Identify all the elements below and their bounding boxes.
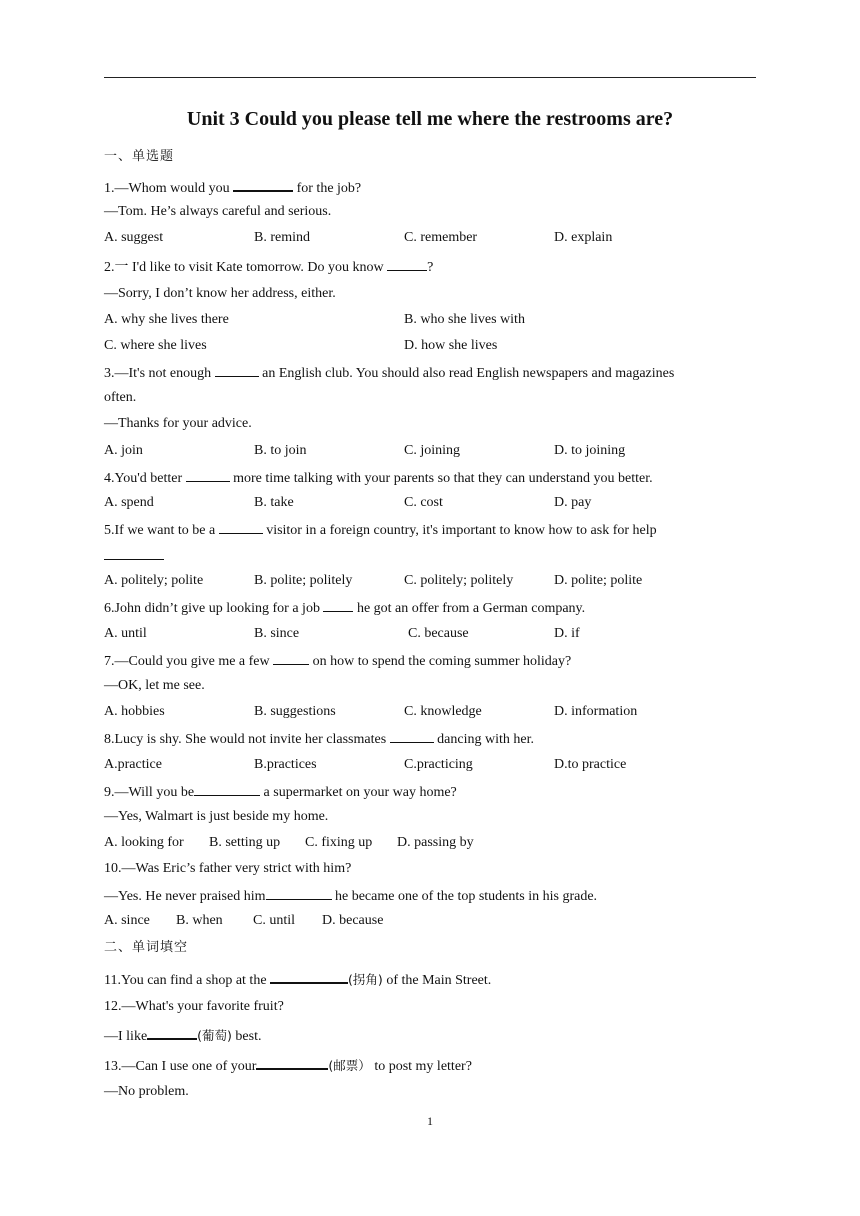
answer-blank — [147, 1025, 197, 1040]
section-heading-single-choice: 一、单选题 — [104, 149, 175, 164]
option-c: C. because — [408, 626, 469, 641]
option-a: A.practice — [104, 757, 162, 772]
option-c: C. knowledge — [404, 704, 482, 719]
question-text: more time talking with your parents so that they can understand you better. — [233, 471, 653, 486]
option-b: B. polite; politely — [254, 573, 353, 588]
option-b: B. remind — [254, 230, 310, 245]
question-text: 8.Lucy is shy. She would not invite her classmates — [104, 732, 387, 747]
question-5-second-blank — [104, 546, 164, 566]
question-text: a supermarket on your way home? — [263, 785, 457, 800]
option-a: A. join — [104, 443, 143, 458]
question-11 — [104, 969, 491, 990]
option-a: A. suggest — [104, 230, 164, 245]
question-text: ? — [427, 260, 434, 275]
option-a: A. politely; polite — [104, 573, 204, 588]
question-3 — [104, 363, 674, 383]
question-12-reply — [104, 1025, 261, 1046]
option-a: A. looking for — [104, 835, 184, 850]
question-text: to post my letter? — [374, 1059, 472, 1074]
question-5 — [104, 520, 657, 540]
question-1 — [104, 177, 361, 198]
option-d: D. explain — [554, 230, 613, 245]
question-text: 7.—Could you give me a few — [104, 654, 270, 669]
option-b: B. setting up — [209, 835, 281, 850]
question-text: 11.You can find a shop at the — [104, 973, 267, 988]
question-text: for the job? — [296, 181, 362, 196]
option-d: D. because — [322, 913, 384, 928]
option-b: B. to join — [254, 443, 307, 458]
question-text: 1.—Whom would you — [104, 181, 230, 196]
option-d: D. how she lives — [404, 338, 498, 353]
option-b: B. when — [176, 913, 223, 928]
option-c: C.practicing — [404, 757, 473, 772]
question-7-reply: —OK, let me see. — [104, 678, 205, 693]
option-b: B. since — [254, 626, 300, 641]
question-text: —Yes. He never praised him — [104, 889, 266, 904]
option-a: A. spend — [104, 495, 154, 510]
question-13-reply: —No problem. — [104, 1084, 189, 1099]
option-d: D. polite; polite — [554, 573, 643, 588]
option-a: A. why she lives there — [104, 312, 229, 327]
answer-blank — [104, 546, 164, 560]
question-6 — [104, 598, 585, 618]
option-d: D. information — [554, 704, 638, 719]
question-2 — [104, 257, 433, 277]
answer-blank — [390, 729, 434, 743]
option-b: B. suggestions — [254, 704, 336, 719]
answer-blank — [270, 969, 348, 984]
question-text: he got an offer from a German company. — [356, 601, 586, 616]
option-b: B. take — [254, 495, 294, 510]
answer-blank — [194, 782, 260, 796]
question-1-reply: —Tom. He’s always careful and serious. — [104, 204, 332, 219]
page-number: 1 — [427, 1114, 433, 1128]
question-text: 2.一 I'd like to visit Kate tomorrow. Do you know — [104, 260, 384, 275]
question-text: best. — [235, 1029, 262, 1044]
answer-blank — [323, 598, 353, 612]
question-text: he became one of the top students in his grade. — [335, 889, 598, 904]
answer-blank — [186, 468, 230, 482]
answer-blank — [387, 257, 427, 271]
question-3-continuation: often. — [104, 390, 137, 405]
option-d: D. if — [554, 626, 580, 641]
question-text: visitor in a foreign country, it's important to know how to ask for help — [266, 523, 657, 538]
option-c: C. fixing up — [305, 835, 373, 850]
option-b: B. who she lives with — [404, 312, 525, 327]
option-c: C. remember — [404, 230, 478, 245]
option-d: D. passing by — [397, 835, 474, 850]
question-8 — [104, 729, 534, 749]
page-title: Unit 3 Could you please tell me where the restrooms are? — [186, 108, 674, 130]
question-4 — [104, 468, 653, 488]
question-10: 10.—Was Eric’s father very strict with him? — [104, 861, 352, 876]
option-b: B.practices — [254, 757, 317, 772]
question-10-reply — [104, 886, 597, 906]
question-text: —I like — [104, 1029, 148, 1044]
option-a: A. until — [104, 626, 147, 641]
question-text: 5.If we want to be a — [104, 523, 216, 538]
option-d: D. to joining — [554, 443, 626, 458]
question-7 — [104, 651, 571, 671]
header-rule — [104, 77, 756, 78]
option-d: D.to practice — [554, 757, 627, 772]
question-text: 6.John didn’t give up looking for a job — [104, 601, 320, 616]
question-text: 9.—Will you be — [104, 785, 195, 800]
question-9 — [104, 782, 457, 802]
option-a: A. since — [104, 913, 150, 928]
option-c: C. politely; politely — [404, 573, 514, 588]
option-c: C. where she lives — [104, 338, 207, 353]
section-heading-word-fill: 二、单词填空 — [104, 940, 189, 955]
question-text: on how to spend the coming summer holiday? — [312, 654, 572, 669]
option-c: C. cost — [404, 495, 443, 510]
answer-blank — [256, 1055, 328, 1070]
question-text: of the Main Street. — [386, 973, 492, 988]
chinese-hint: (葡萄) — [197, 1028, 232, 1043]
answer-blank — [233, 177, 293, 192]
option-c: C. joining — [404, 443, 461, 458]
answer-blank — [215, 363, 259, 377]
answer-blank — [219, 520, 263, 534]
question-text: 4.You'd better — [104, 471, 183, 486]
question-text: 13.—Can I use one of your — [104, 1059, 257, 1074]
option-a: A. hobbies — [104, 704, 165, 719]
question-12: 12.—What's your favorite fruit? — [104, 999, 284, 1014]
answer-blank — [273, 651, 309, 665]
question-13 — [104, 1055, 472, 1076]
answer-blank — [266, 886, 332, 900]
option-c: C. until — [253, 913, 296, 928]
question-text: dancing with her. — [437, 732, 534, 747]
option-d: D. pay — [554, 495, 592, 510]
question-text: 3.—It's not enough — [104, 366, 212, 381]
chinese-hint: (拐角) — [348, 972, 383, 987]
chinese-hint: (邮票） — [328, 1058, 371, 1073]
question-9-reply: —Yes, Walmart is just beside my home. — [104, 809, 329, 824]
question-2-reply: —Sorry, I don’t know her address, either. — [104, 286, 336, 301]
question-text: an English club. You should also read English newspapers and magazines — [262, 366, 675, 381]
question-3-reply: —Thanks for your advice. — [104, 416, 252, 431]
